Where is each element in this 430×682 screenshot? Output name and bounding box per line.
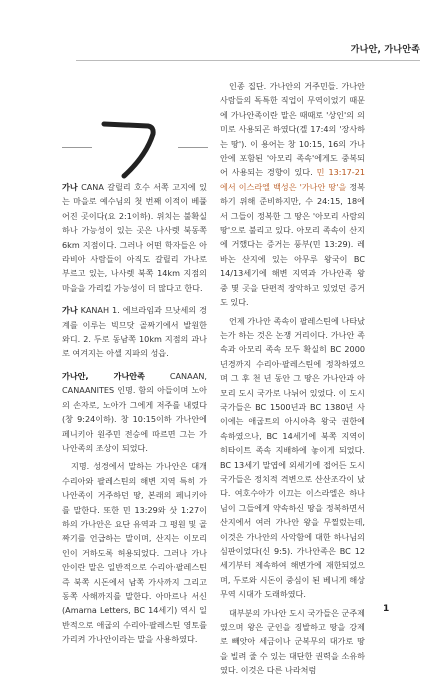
running-head: 가나안, 가나안족: [350, 45, 420, 55]
entry-paragraph: 언제 가나안 족속이 팔레스틴에 나타났는가 하는 것은 논쟁 거리이다. 가나안 족속과 아모리 족속 모두 확실히 BC 2000년경까지 수리아·팔레스틴에 정착하였으며 그 후 천 년 동안 그 땅은 가나안과 아모리 도시 국가로 나뉘어 있었다. 이 도시 국가들은 BC 1500년과 BC 1380년 사이에는 애굽트의 아시아측 왕국 권한에 속하였으나, BC 14세기에 북쪽 지역이 히타이트 족속 지배하에 놓이게 되었다. BC 13세기 말엽에 외세기에 접어든 도시 국가들은 정치적 격변으로 산산조각이 났다. 여호수아가 이끄는 이스라엘은 하나님이 그들에게 약속하신 땅을 정복하면서 산지에서 여러 가나안 왕을 무찔렀는데, 이것은 가나안의 사악함에 대한 하나님의 심판이었다(신 9:5). 가나안족은 BC 12세기부터 제속하여 해변가에 재한되었으며, 두로와 시돈이 중심이 된 베니게 해상 무역 시대가 도래하였다.: [220, 315, 365, 600]
chapter-letter-giyeok: [96, 120, 236, 180]
chapter-rule-left: [62, 147, 92, 148]
page-number: 1: [383, 604, 390, 614]
headword: 가나: [62, 305, 78, 316]
paragraph-text: 인종 집단. 가나안의 거주민들. 가나안 사람들의 독특한 직업이 무역이었기 때문에 가나안족이란 말은 때때로 '상인'의 의미로 사용되곤 하였다(겔 17:4의 '장사하는 땅'). 이 용어는 창 10:15, 16의 가나안에 포함된 '아모리 족속'에게도 중복되어 사용되는 경향이 있다.: [220, 81, 365, 178]
left-column: [62, 180, 207, 651]
headword: 가나안, 가나안족: [62, 370, 145, 381]
chapter-rule-right: [178, 147, 208, 148]
entry-text: KANAH 1. 에브라임과 므낫세의 경계를 이루는 빅므닷 골짜기에서 발원한 와디. 2. 두로 동남쪽 10km 지점의 과나로 여겨지는 아셀 지파의 성읍.: [62, 305, 207, 359]
cross-reference: 민 13:17-21에서 이스라엘 백성은 '가나안 땅'을: [220, 167, 366, 192]
right-column: [220, 79, 365, 682]
entry-paragraph: 지명. 성경에서 말하는 가나안은 대개 수리아와 팔레스틴의 해변 지역 특히 가나안족이 거주하던 땅, 본래의 페니키아를 말한다. 또한 민 13:29와 삿 1:27이하의 가나안은 요단 유역과 그 평원 및 골짜기를 언급하는 말이며, 산지는 이모리인이 거하도록 허용되었다. 그러나 가나안이란 말은 일반적으로 수리아·팔레스틴 즉 북쪽 시돈에서 남쪽 가사까지 그리고 동쪽 사해까지를 말한다. 아마르나 서신(Amarna Letters, BC 14세기) 역시 일반적으로 애굽의 수리아·팔레스틴 영토를 가리켜 가나안이라는 말을 사용하였다.: [62, 461, 207, 645]
headword: 가나: [62, 182, 78, 192]
entry-text: CANAAN, CANAANITES 인명. 함의 아들이며 노아의 손자로, 노아가 그에게 저주를 내렸다(창 9:24이하). 창 10:15이하 가나안에 페니키아 원주민 전승에 따르면 그는 가나안족의 조상이 되었다.: [62, 370, 207, 453]
entry-canaan: [62, 369, 207, 455]
entry-paragraph: [220, 79, 365, 310]
paragraph-text: 정복하기 위해 준비하지만, 수 24:15, 18에서 그들이 정복한 그 땅은 '아모리 사람의 땅'으로 불리고 있다. 아모리 족속이 산지에 거했다는 증거는 풍부(민 13:29). 레바논 산지에 있는 아무루 왕국이 BC 14/13세기에 해변 지역과 가나안족 왕 중 몇 곳을 단편적 장악하고 있었던 증거도 있다.: [220, 181, 365, 308]
entry-kanah: [62, 303, 207, 361]
entry-cana: [62, 180, 207, 295]
entry-paragraph: 대부분의 가나안 도시 국가들은 군주제였으며 왕은 군인을 징발하고 땅을 강제로 빼앗아 세금이나 군복무의 대가로 땅을 빌려 줄 수 있는 대단한 권력을 소유하였다. 이것은 다른 나라처럼: [220, 607, 365, 676]
header-rule: [76, 60, 420, 61]
entry-text: CANA 갈릴리 호수 서쪽 고지에 있는 마을로 예수님의 첫 번째 이적이 베풀어진 곳이다(요 2:1이하). 위치는 불확실하나 가능성이 있는 곳은 나사렛 북동쪽 6km 지점이다. 그러나 어떤 학자들은 아라비아 사람들이 아직도 갈릴리 가나로 부르고 있는, 나사렛 북쪽 14km 지점의 마을을 가리킬 가능성이 더 많다고 한다.: [62, 182, 207, 293]
